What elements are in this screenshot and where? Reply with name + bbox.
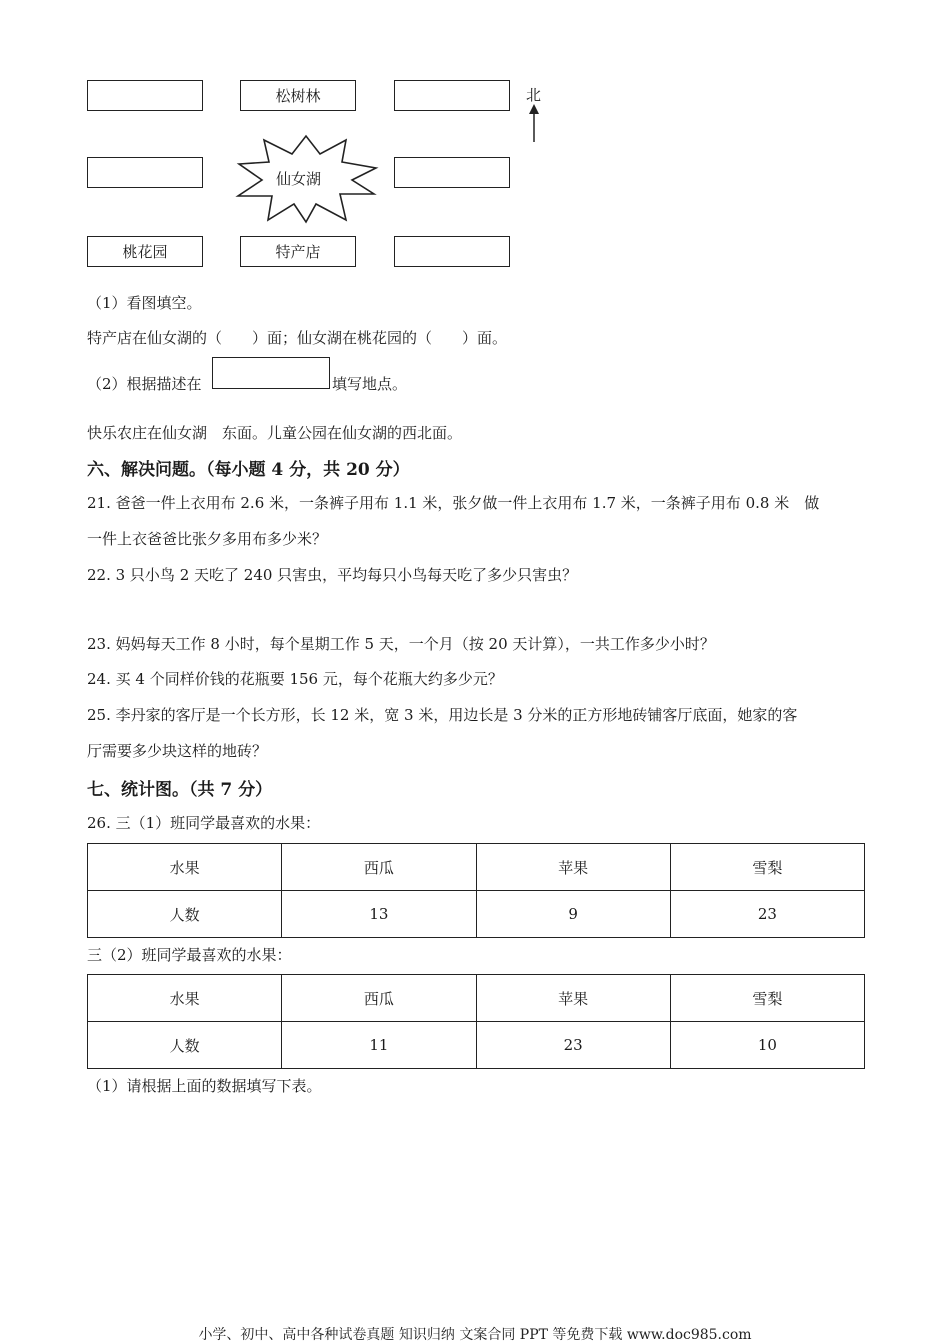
q1-title: （1）看图填空。 bbox=[87, 294, 202, 312]
q1-fill-line: 特产店在仙女湖的（ ）面；仙女湖在桃花园的（ ）面。 bbox=[87, 329, 508, 347]
table-row bbox=[88, 891, 865, 938]
table-cell: 人数 bbox=[88, 891, 282, 938]
table-cell: 苹果 bbox=[476, 975, 670, 1022]
map-box-top-right bbox=[394, 80, 510, 111]
north-arrow-icon bbox=[526, 104, 542, 144]
map-box-top-middle bbox=[240, 80, 356, 111]
class2-intro: 三（2）班同学最喜欢的水果： bbox=[87, 946, 292, 964]
table-cell: 10 bbox=[670, 1022, 864, 1069]
table-cell: 人数 bbox=[88, 1022, 282, 1069]
q21-line1: 21. 爸爸一件上衣用布 2.6 米，一条裤子用布 1.1 米，张夕做一件上衣用布 1.7 米，一条裤子用布 0.8 米 做 bbox=[87, 494, 820, 512]
map-label-techandian: 特产店 bbox=[275, 243, 321, 261]
q26-intro: 26. 三（1）班同学最喜欢的水果： bbox=[87, 814, 321, 832]
table-cell: 23 bbox=[476, 1022, 670, 1069]
section6-heading: 六、解决问题。（每小题 4 分，共 20 分） bbox=[87, 460, 410, 480]
map-label-xiannuhu: 仙女湖 bbox=[276, 170, 322, 188]
table-cell: 西瓜 bbox=[282, 975, 476, 1022]
map-box-bottom-left bbox=[87, 236, 203, 267]
q26-part1: （1）请根据上面的数据填写下表。 bbox=[87, 1077, 322, 1095]
fruit-table-class1 bbox=[87, 843, 865, 938]
q24: 24. 买 4 个同样价钱的花瓶要 156 元，每个花瓶大约多少元？ bbox=[87, 670, 503, 688]
table-cell: 苹果 bbox=[476, 844, 670, 891]
map-box-middle-left bbox=[87, 157, 203, 188]
q2-description: 快乐农庄在仙女湖 东面。儿童公园在仙女湖的西北面。 bbox=[87, 424, 463, 442]
map-box-top-left bbox=[87, 80, 203, 111]
table-row bbox=[88, 975, 865, 1022]
table-cell: 11 bbox=[282, 1022, 476, 1069]
table-cell: 水果 bbox=[88, 844, 282, 891]
table-cell: 23 bbox=[670, 891, 864, 938]
q2-sample-box bbox=[212, 357, 330, 389]
q22: 22. 3 只小鸟 2 天吃了 240 只害虫，平均每只小鸟每天吃了多少只害虫？ bbox=[87, 566, 578, 584]
table-cell: 雪梨 bbox=[670, 975, 864, 1022]
q25-line2: 厅需要多少块这样的地砖？ bbox=[87, 742, 268, 760]
q2-text-after: 填写地点。 bbox=[332, 375, 408, 393]
map-box-middle-right bbox=[394, 157, 510, 188]
table-cell: 13 bbox=[282, 891, 476, 938]
q25-line1: 25. 李丹家的客厅是一个长方形，长 12 米，宽 3 米，用边长是 3 分米的正方形地砖铺客厅底面，她家的客 bbox=[87, 706, 798, 724]
section7-heading: 七、统计图。（共 7 分） bbox=[87, 780, 273, 800]
map-label-taohuayuan: 桃花园 bbox=[122, 243, 168, 261]
table-cell: 西瓜 bbox=[282, 844, 476, 891]
q2-text-before: （2）根据描述在 bbox=[87, 375, 202, 393]
q21-line2: 一件上衣爸爸比张夕多用布多少米？ bbox=[87, 530, 328, 548]
map-box-bottom-middle bbox=[240, 236, 356, 267]
page-footer: 小学、初中、高中各种试卷真题 知识归纳 文案合同 PPT 等免费下载 www.doc985.com bbox=[198, 1327, 752, 1343]
table-cell: 雪梨 bbox=[670, 844, 864, 891]
north-label: 北 bbox=[526, 86, 542, 104]
map-box-bottom-right bbox=[394, 236, 510, 267]
map-label-songshulin: 松树林 bbox=[275, 87, 321, 105]
q23: 23. 妈妈每天工作 8 小时，每个星期工作 5 天，一个月（按 20 天计算），一共工作多少小时？ bbox=[87, 635, 715, 653]
table-row bbox=[88, 844, 865, 891]
fruit-table-class2 bbox=[87, 974, 865, 1069]
table-row bbox=[88, 1022, 865, 1069]
table-cell: 9 bbox=[476, 891, 670, 938]
table-cell: 水果 bbox=[88, 975, 282, 1022]
